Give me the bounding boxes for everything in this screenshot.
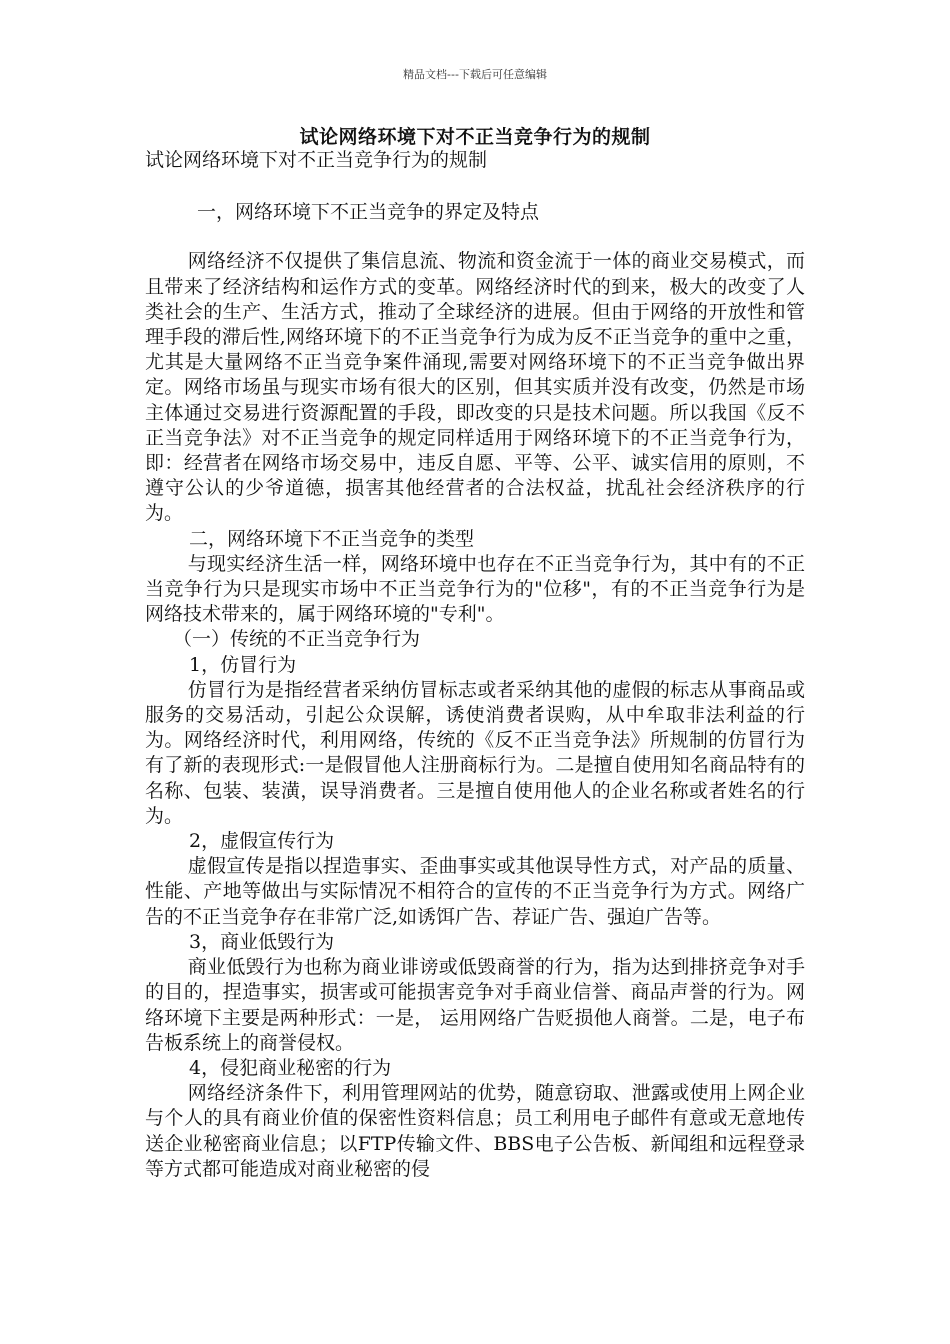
item-heading-3: 3，商业低毁行为 xyxy=(189,930,335,953)
paragraph: 商业低毁行为也称为商业诽谤或低毁商誉的行为，指为达到排挤竞争对手的目的，捏造事实，损害或可能损害竞争对手商业信誉、商品声誉的行为。网络环境下主要是两种形式：一是， 运用网络广告贬损他人商誉。二是，电子布告板系统上的商誉侵权。 xyxy=(145,956,805,1054)
document-subtitle: 试论网络环境下对不正当竞争行为的规制 xyxy=(145,149,488,171)
item-heading-1: 1，仿冒行为 xyxy=(189,653,297,676)
paragraph: 虚假宣传是指以捏造事实、歪曲事实或其他误导性方式，对产品的质量、性能、产地等做出与实际情况不相符合的宣传的不正当竞争行为方式。网络广告的不正当竞争存在非常广泛,如诱饵广告、荐证广告、强迫广告等。 xyxy=(145,855,805,928)
paragraph: 与现实经济生活一样，网络环境中也存在不正当竞争行为，其中有的不正当竞争行为只是现实市场中不正当竞争行为的"位移"，有的不正当竞争行为是网络技术带来的，属于网络环境的"专利"。 xyxy=(145,552,805,626)
document-title: 试论网络环境下对不正当竞争行为的规制 xyxy=(299,126,651,148)
document-body xyxy=(145,148,805,1182)
section-title-1: 一，网络环境下不正当竞争的界定及特点 xyxy=(197,201,540,224)
paragraph: 网络经济不仅提供了集信息流、物流和资金流于一体的商业交易模式，而且带来了经济结构和运作方式的变革。网络经济时代的到来，极大的改变了人类社会的生产、生活方式，推动了全球经济的进展。但由于网络的开放性和管理手段的滞后性,网络环境下的不正当竞争行为成为反不正当竞争的重中之重，尤其是大量网络不正当竞争案件涌现,需要对网络环境下的不正当竞争做出界定。网络市场虽与现实市场有很大的区别，但其实质并没有改变，仍然是市场主体通过交易进行资源配置的手段，即改变的只是技术问题。所以我国《反不正当竞争法》对不正当竞争的规定同样适用于网络环境下的不正当竞争行为，即：经营者在网络市场交易中，违反自愿、平等、公平、诚实信用的原则，不遵守公认的少爷道德，损害其他经营者的合法权益，扰乱社会经济秩序的行为。 xyxy=(145,250,805,525)
subsection-heading-traditional: （一）传统的不正当竞争行为 xyxy=(173,628,421,651)
paragraph: 仿冒行为是指经营者采纳仿冒标志或者采纳其他的虚假的标志从事商品或服务的交易活动，引起公众误解，诱使消费者误购，从中牟取非法利益的行为。网络经济时代，利用网络，传统的《反不正当竞争法》所规制的仿冒行为有了新的表现形式:一是假冒他人注册商标行为。二是擅自使用知名商品特有的名称、包装、装潢，误导消费者。三是擅自使用他人的企业名称或者姓名的行为。 xyxy=(145,678,805,827)
item-heading-2: 2，虚假宣传行为 xyxy=(189,830,335,853)
paragraph: 网络经济条件下，利用管理网站的优势，随意窃取、泄露或使用上网企业与个人的具有商业价值的保密性资料信息；员工利用电子邮件有意或无意地传送企业秘密商业信息；以FTP传输文件、BBS电子公告板、新闻组和远程登录等方式都可能造成对商业秘密的侵 xyxy=(145,1082,805,1180)
section-heading-2: 二，网络环境下不正当竞争的类型 xyxy=(189,527,475,550)
item-heading-4: 4，侵犯商业秘密的行为 xyxy=(189,1056,392,1079)
header-note: 精品文档---下载后可任意编辑 xyxy=(403,68,547,81)
